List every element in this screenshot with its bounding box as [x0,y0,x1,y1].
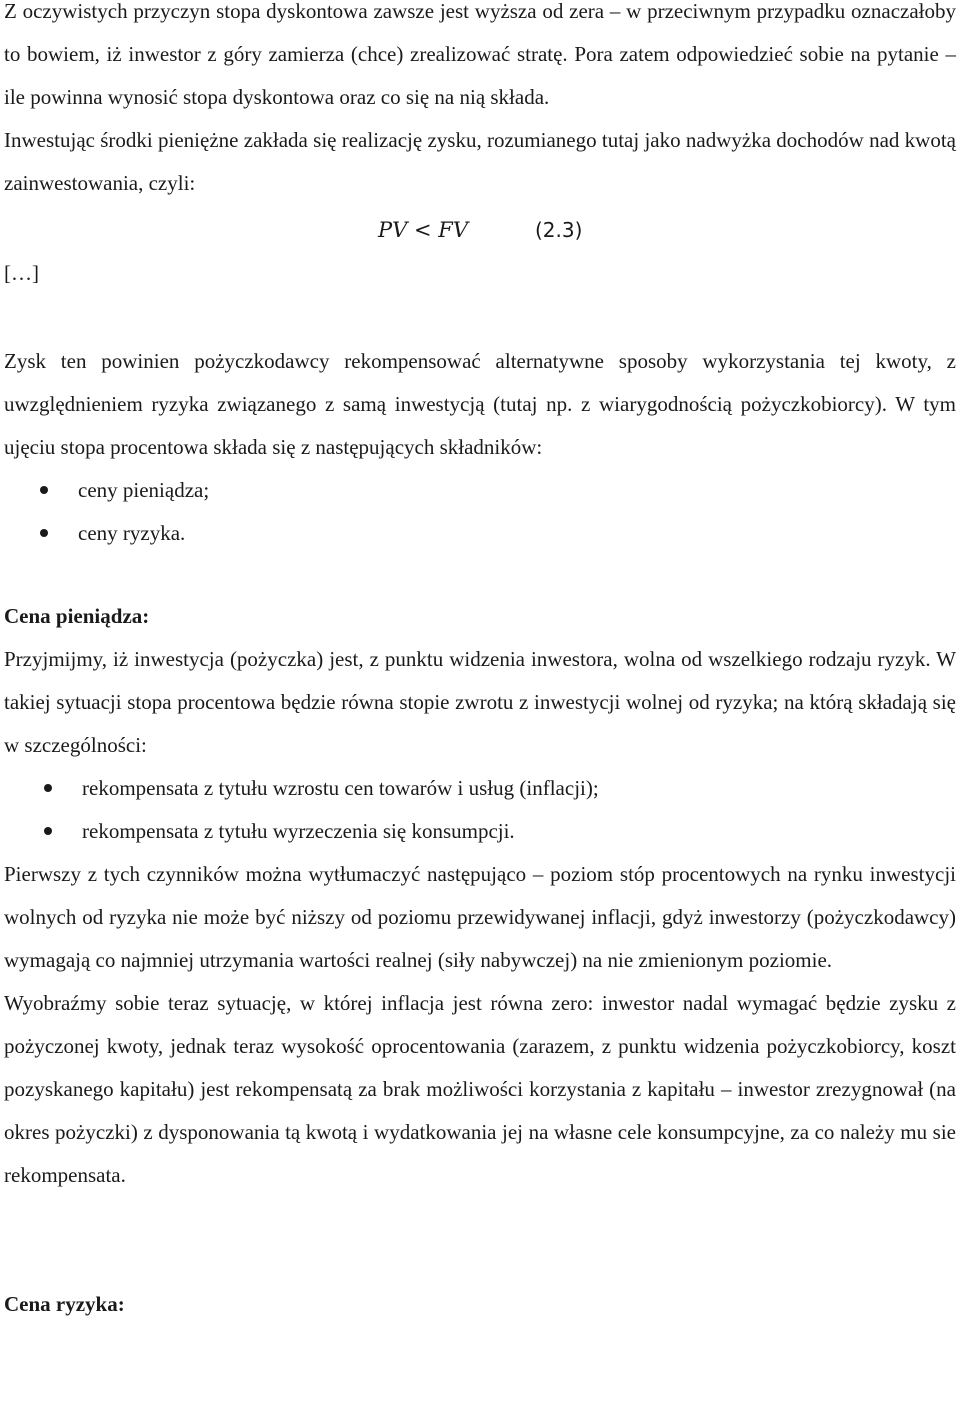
paragraph-discount-rate: Z oczywistych przyczyn stopa dyskontowa zawsze jest wyższa od zera – w przeciwnym przypadku oznaczałoby to bowiem, iż inwestor z góry zamierza (chce) zrealizować stratę. Pora zatem odpowiedzieć sobie na pytanie – ile powinna wynosić stopa dyskontowa oraz co się na nią składa. [4,0,956,109]
spacer [4,555,956,595]
heading-money-price: Cena pieniądza: [4,604,150,628]
bullet-icon [44,784,52,792]
equation-row [4,209,956,252]
heading-risk-price: Cena ryzyka: [4,1292,125,1316]
list-item [4,810,956,853]
paragraph-profit: Inwestując środki pieniężne zakłada się realizację zysku, rozumianego tutaj jako nadwyżka dochodów nad kwotą zainwestowania, czyli: [4,128,956,195]
paragraph-risk-free: Przyjmijmy, iż inwestycja (pożyczka) jest, z punktu widzenia inwestora, wolna od wszelkiego rodzaju ryzyk. W takiej sytuacji stopa procentowa będzie równa stopie zwrotu z inwestycji wolnej od ryzyka; na którą składają się w szczególności: [4,647,956,757]
bullet-icon [40,529,48,537]
list-item [4,767,956,810]
list-item [4,469,956,512]
bullet-icon [40,486,48,494]
equation-pv-fv: PV < FV [378,218,468,242]
ellipsis-marker: […] [4,261,39,285]
list-item-text: ceny pieniądza; [78,478,210,502]
list-item-text: rekompensata z tytułu wzrostu cen towarów i usług (inflacji); [82,776,599,800]
paragraph-consumption: Wyobraźmy sobie teraz sytuację, w której inflacja jest równa zero: inwestor nadal wymagać będzie zysku z pożyczonej kwoty, jednak teraz wysokość oprocentowania (zarazem, z punktu widzenia pożyczkobiorcy, koszt pozyskanego kapitału) jest rekompensatą za brak możliwości korzystania z kapitału – inwestor zrezygnował (na okres pożyczki) z dysponowania tą kwotą i wydatkowania jej na własne cele konsumpcyjne, za co należy mu sie rekompensata. [4,991,956,1187]
list-item-text: ceny ryzyka. [78,521,186,545]
spacer [4,1197,956,1283]
equation-number: (2.3) [535,218,583,242]
spacer [4,295,956,340]
components-list [4,469,956,555]
list-item-text: rekompensata z tytułu wyrzeczenia się konsumpcji. [82,819,515,843]
paragraph-inflation: Pierwszy z tych czynników można wytłumaczyć następująco – poziom stóp procentowych na rynku inwestycji wolnych od ryzyka nie może być niższy od poziomu przewidywanej inflacji, gdyż inwestorzy (pożyczkodawcy) wymagają co najmniej utrzymania wartości realnej (siły nabywczej) na nie zmienionym poziomie. [4,862,956,972]
paragraph-components: Zysk ten powinien pożyczkodawcy rekompensować alternatywne sposoby wykorzystania tej kwoty, z uwzględnieniem ryzyka związanego z samą inwestycją (tutaj np. z wiarygodnością pożyczkobiorcy). W tym ujęciu stopa procentowa składa się z następujących składników: [4,349,956,459]
risk-free-list [4,767,956,853]
bullet-icon [44,827,52,835]
list-item [4,512,956,555]
